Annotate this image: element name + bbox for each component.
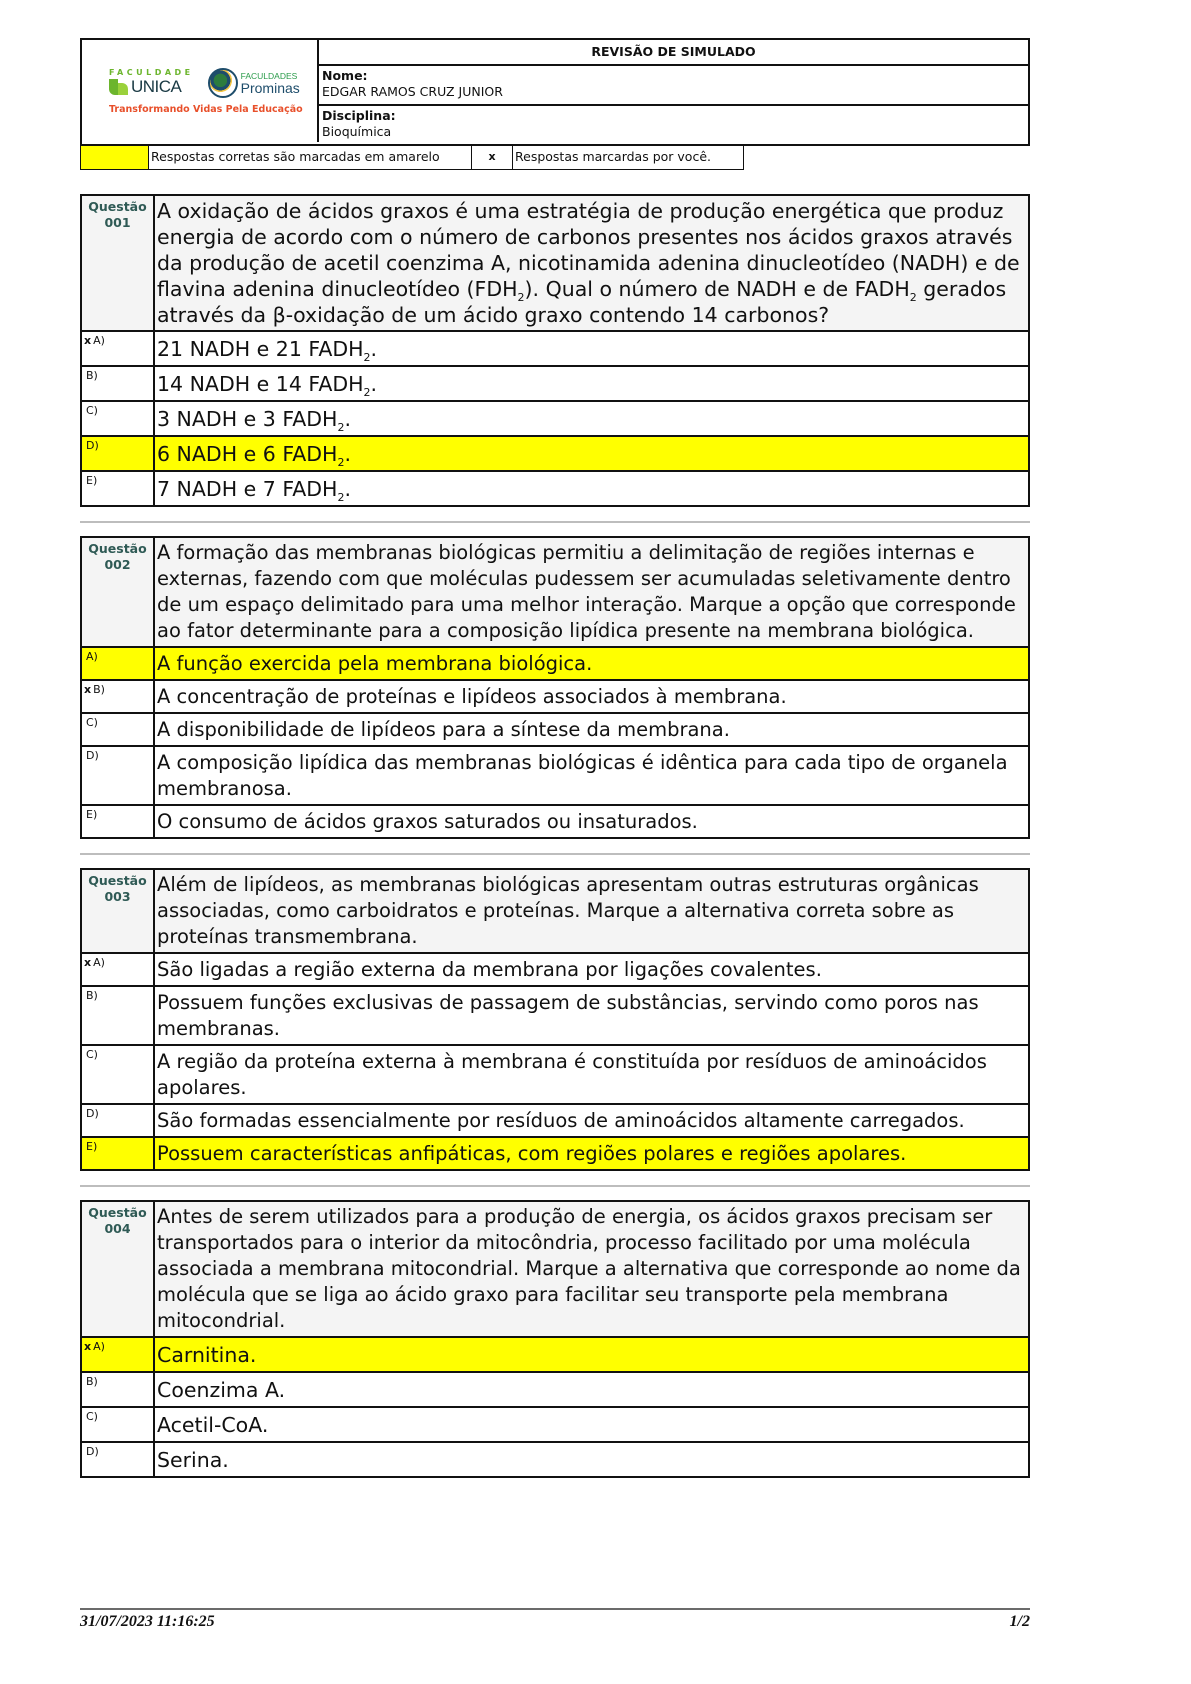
option-row[interactable]: [82, 400, 1028, 435]
discipline-value: Bioquímica: [322, 124, 392, 139]
option-text: Carnitina.: [157, 1343, 257, 1367]
option-row[interactable]: [82, 745, 1028, 804]
student-name-field: [319, 66, 1028, 106]
option-letter: [82, 648, 155, 679]
option-subscript: 2: [337, 491, 345, 505]
option-row[interactable]: [82, 1441, 1028, 1476]
option-letter: [82, 1373, 155, 1406]
option-row[interactable]: [82, 1044, 1028, 1103]
option-letter-text: C): [86, 1410, 98, 1423]
option-letter: [82, 402, 155, 435]
marked-by-you-indicator: x: [84, 683, 92, 696]
question-block-002: [80, 536, 1030, 839]
option-row[interactable]: [82, 1406, 1028, 1441]
stem-text: A oxidação de ácidos graxos é uma estratégia de produção energética que produz energia de acordo com o número de carbonos presentes nos ácidos graxos através da produção de acetil coenzima A, nicotinamida adenina dinucleotídeo (NADH) e de flavina adenina dinucleotídeo (FDH: [157, 199, 1020, 301]
page-number: 1/2: [1009, 1613, 1030, 1630]
question-number-value: 002: [104, 557, 131, 572]
option-text-tail: .: [344, 442, 351, 466]
option-letter: [82, 806, 155, 837]
question-number: [82, 1202, 155, 1336]
legend-marked-symbol: x: [472, 146, 513, 169]
option-text-main: 14 NADH e 14 FADH: [157, 372, 364, 396]
prominas-logo: [208, 68, 300, 98]
option-letter-text: A): [93, 334, 105, 347]
option-letter-text: D): [86, 1445, 99, 1458]
question-stem: A formação das membranas biológicas permitiu a delimitação de regiões internas e externas, fazendo com que moléculas pudessem ser acumuladas seletivamente dentro de um espaço delimitado para uma melhor interação. Marque a opção que corresponde ao fator determinante para a composição lipídica presente na membrana biológica.: [155, 538, 1028, 646]
exam-review-page: [80, 38, 1030, 1478]
option-letter-text: B): [86, 369, 98, 382]
option-row[interactable]: [82, 1103, 1028, 1136]
option-letter: [82, 1443, 155, 1476]
option-text-main: 3 NADH e 3 FADH: [157, 407, 338, 431]
option-text: A função exercida pela membrana biológica.: [157, 652, 593, 675]
option-text-main: 6 NADH e 6 FADH: [157, 442, 338, 466]
option-letter-text: B): [93, 683, 105, 696]
option-row[interactable]: [82, 1371, 1028, 1406]
question-divider: [80, 521, 1030, 523]
unica-faculdade-text: FACULDADE: [109, 68, 194, 77]
option-letter-text: C): [86, 1048, 98, 1061]
option-text: Possuem funções exclusivas de passagem de substâncias, servindo como poros nas membranas.: [157, 991, 979, 1040]
option-row[interactable]: [82, 985, 1028, 1044]
globe-icon: [208, 68, 238, 98]
header-table: [80, 38, 1030, 146]
question-stem: Além de lipídeos, as membranas biológicas apresentam outras estruturas orgânicas associadas, como carboidratos e proteínas. Marque a alternativa correta sobre as proteínas transmembrana.: [155, 870, 1028, 952]
unica-leaf-icon: [109, 79, 129, 95]
option-letter-text: B): [86, 989, 98, 1002]
option-letter-text: A): [86, 650, 98, 663]
option-letter-text: E): [86, 1140, 98, 1153]
stem-text: gerados através da β-oxidação de um ácido graxo contendo 14 carbonos?: [157, 277, 1007, 327]
question-label: Questão: [88, 1205, 147, 1220]
question-label: Questão: [88, 541, 147, 556]
question-number-value: 004: [104, 1221, 131, 1236]
option-letter-text: E): [86, 808, 98, 821]
option-row-correct[interactable]: [82, 646, 1028, 679]
option-text: A concentração de proteínas e lipídeos associados à membrana.: [157, 685, 787, 708]
question-stem: [155, 196, 1028, 330]
option-letter: [82, 1138, 155, 1169]
student-name-label: Nome:: [322, 68, 368, 83]
option-row-correct[interactable]: [82, 1136, 1028, 1169]
marked-by-you-indicator: x: [84, 1340, 92, 1353]
option-letter: [82, 1105, 155, 1136]
question-label: Questão: [88, 873, 147, 888]
option-letter-text: A): [93, 1340, 105, 1353]
option-letter-text: C): [86, 716, 98, 729]
unica-name-text: UNICA: [131, 77, 182, 96]
option-row[interactable]: [82, 804, 1028, 837]
page-title: REVISÃO DE SIMULADO: [319, 40, 1028, 66]
option-text: São formadas essencialmente por resíduos de aminoácidos altamente carregados.: [157, 1109, 965, 1132]
option-letter: [82, 437, 155, 470]
stem-subscript: 2: [909, 291, 917, 305]
option-row[interactable]: [82, 330, 1028, 365]
option-subscript: 2: [363, 386, 371, 400]
logo-tagline: Transformando Vidas Pela Educação: [109, 104, 303, 115]
option-text-tail: .: [344, 477, 351, 501]
option-letter-text: D): [86, 749, 99, 762]
prominas-faculdades-text: FACULDADES: [240, 71, 298, 81]
option-subscript: 2: [337, 421, 345, 435]
option-text: [155, 437, 1028, 470]
legend-marked-text: Respostas marcardas por você.: [515, 149, 711, 164]
option-text: Possuem características anfipáticas, com regiões polares e regiões apolares.: [157, 1142, 907, 1165]
option-letter: [82, 714, 155, 745]
option-row-correct[interactable]: [82, 1336, 1028, 1371]
option-letter: [82, 1046, 155, 1103]
option-row-correct[interactable]: [82, 435, 1028, 470]
page-footer: [80, 1608, 1030, 1630]
question-number-value: 003: [104, 889, 131, 904]
option-letter: [82, 472, 155, 505]
question-divider: [80, 853, 1030, 855]
question-block-001: [80, 194, 1030, 507]
option-text: Acetil-CoA.: [157, 1413, 269, 1437]
question-number: [82, 538, 155, 646]
question-label: Questão: [88, 199, 147, 214]
prominas-name-text: Prominas: [240, 80, 300, 96]
option-text: Serina.: [157, 1448, 229, 1472]
option-letter: [82, 987, 155, 1044]
stem-subscript: 2: [517, 291, 525, 305]
option-letter: [82, 1338, 155, 1371]
option-text: A região da proteína externa à membrana é constituída por resíduos de aminoácidos apolares.: [157, 1050, 987, 1099]
question-number: [82, 870, 155, 952]
option-letter: [82, 1408, 155, 1441]
question-stem: Antes de serem utilizados para a produção de energia, os ácidos graxos precisam ser transportados para o interior da mitocôndria, processo facilitado por uma molécula associada a membrana mitocondrial. Marque a alternativa que corresponde ao nome da molécula que se liga ao ácido graxo para facilitar seu transporte pela membrana mitocondrial.: [155, 1202, 1028, 1336]
option-subscript: 2: [363, 351, 371, 365]
option-text: [155, 402, 1028, 435]
option-letter: [82, 367, 155, 400]
question-block-003: [80, 868, 1030, 1171]
option-subscript: 2: [337, 456, 345, 470]
option-letter-text: D): [86, 439, 99, 452]
option-text-tail: .: [370, 337, 378, 361]
option-text: São ligadas a região externa da membrana por ligações covalentes.: [157, 958, 822, 981]
option-text: Coenzima A.: [157, 1378, 286, 1402]
question-number-value: 001: [104, 215, 131, 230]
option-letter: [82, 954, 155, 985]
option-row[interactable]: [82, 712, 1028, 745]
option-text-tail: .: [344, 407, 351, 431]
option-letter-text: A): [93, 956, 105, 969]
option-letter-text: B): [86, 1375, 98, 1388]
option-letter-text: E): [86, 474, 98, 487]
option-text: A composição lipídica das membranas biológicas é idêntica para cada tipo de organela membranosa.: [157, 751, 1008, 800]
discipline-label: Disciplina:: [322, 108, 396, 123]
correct-color-swatch: [81, 146, 149, 169]
option-text-tail: .: [370, 372, 378, 396]
option-text: O consumo de ácidos graxos saturados ou insaturados.: [157, 810, 698, 833]
option-text: [155, 367, 1028, 400]
option-text: A disponibilidade de lipídeos para a síntese da membrana.: [157, 718, 730, 741]
option-letter: [82, 747, 155, 804]
marked-by-you-indicator: x: [84, 334, 92, 347]
option-row[interactable]: [82, 679, 1028, 712]
legend-correct-text: Respostas corretas são marcadas em amarelo: [149, 146, 472, 169]
option-letter: [82, 332, 155, 365]
option-row[interactable]: [82, 470, 1028, 505]
question-divider: [80, 1185, 1030, 1187]
institution-logo: [82, 40, 319, 142]
legend-row: [80, 146, 744, 170]
print-datetime: 31/07/2023 11:16:25: [80, 1613, 215, 1630]
option-letter-text: D): [86, 1107, 99, 1120]
student-name-value: EDGAR RAMOS CRUZ JUNIOR: [322, 84, 503, 99]
question-number: [82, 196, 155, 330]
option-letter-text: C): [86, 404, 98, 417]
option-letter: [82, 681, 155, 712]
discipline-field: [319, 106, 1028, 144]
option-text: [155, 332, 1028, 365]
option-text: [155, 472, 1028, 505]
stem-text: ). Qual o número de NADH e de FADH: [524, 277, 910, 301]
option-text-main: 21 NADH e 21 FADH: [157, 337, 364, 361]
option-text-main: 7 NADH e 7 FADH: [157, 477, 338, 501]
question-block-004: [80, 1200, 1030, 1478]
unica-logo: [109, 68, 194, 96]
marked-by-you-indicator: x: [84, 956, 92, 969]
option-row[interactable]: [82, 952, 1028, 985]
option-row[interactable]: [82, 365, 1028, 400]
